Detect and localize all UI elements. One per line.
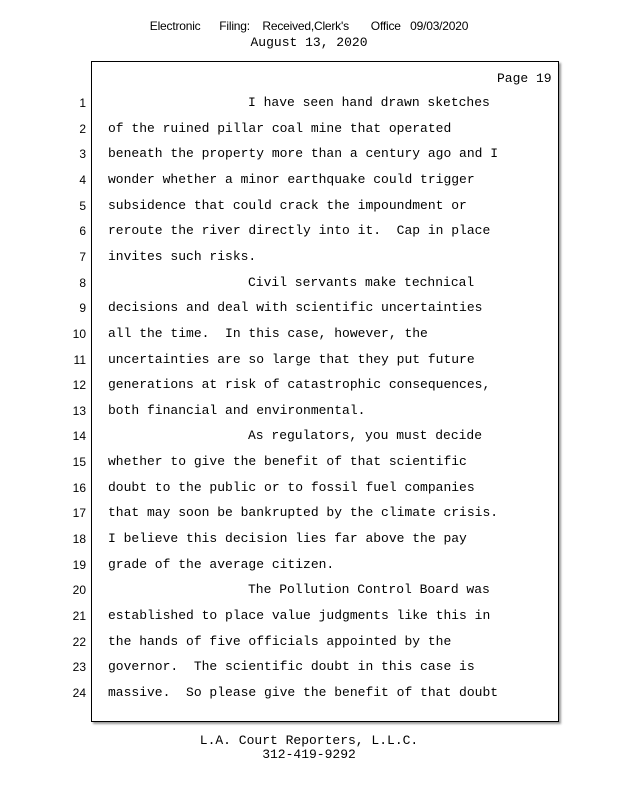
filing-stamp: Electronic Filing: Received,Clerk's Office 09/03/2020 xyxy=(149,19,469,33)
line-number: 21 xyxy=(72,609,86,623)
transcript-line: subsidence that could crack the impoundment or xyxy=(108,197,467,213)
transcript-line: both financial and environmental. xyxy=(108,402,366,418)
line-number: 23 xyxy=(72,660,86,675)
line-number: 9 xyxy=(79,301,86,316)
transcript-line: all the time. In this case, however, the xyxy=(108,325,428,341)
transcript-line: As regulators, you must decide xyxy=(248,428,483,444)
transcript-line: reroute the river directly into it. Cap in place xyxy=(108,223,491,239)
transcript-line: generations at risk of catastrophic consequences, xyxy=(108,377,491,393)
transcript-line: I believe this decision lies far above the pay xyxy=(108,531,467,547)
transcript-line: wonder whether a minor earthquake could trigger xyxy=(108,171,475,187)
page-number: Page 19 xyxy=(497,71,552,86)
footer-phone: 312-419-9292 xyxy=(262,747,356,762)
line-number: 12 xyxy=(72,378,86,393)
line-number: 18 xyxy=(72,532,86,547)
transcript-line: Civil servants make technical xyxy=(248,274,475,290)
transcript-line: The Pollution Control Board was xyxy=(248,582,490,598)
transcript-line: that may soon be bankrupted by the climate crisis. xyxy=(108,505,499,521)
transcript-line: beneath the property more than a century ago and I xyxy=(108,146,499,162)
line-number: 5 xyxy=(79,198,86,213)
line-number: 19 xyxy=(72,557,86,572)
line-number: 6 xyxy=(79,224,86,239)
transcript-line: the hands of five officials appointed by the xyxy=(108,633,452,649)
transcript-line: decisions and deal with scientific uncertainties xyxy=(108,300,483,316)
line-number: 17 xyxy=(72,506,86,521)
transcript-line: doubt to the public or to fossil fuel companies xyxy=(108,479,475,495)
line-number: 24 xyxy=(72,685,86,700)
transcript-line: governor. The scientific doubt in this case is xyxy=(108,659,475,675)
line-number: 13 xyxy=(72,403,86,418)
line-number: 22 xyxy=(72,634,86,649)
line-number: 16 xyxy=(72,480,86,495)
transcript-line: whether to give the benefit of that scientific xyxy=(108,454,467,470)
line-number: 20 xyxy=(72,583,86,598)
line-number: 7 xyxy=(79,249,86,264)
transcript-line: invites such risks. xyxy=(108,248,257,264)
transcript-line: of the ruined pillar coal mine that operated xyxy=(108,120,452,136)
transcript-line: established to place value judgments like this in xyxy=(108,608,491,623)
line-number: 8 xyxy=(79,275,86,290)
transcript-line: uncertainties are so large that they put future xyxy=(108,351,475,367)
line-number: 15 xyxy=(72,455,86,470)
footer-company: L.A. Court Reporters, L.L.C. xyxy=(199,733,419,748)
line-number: 10 xyxy=(72,326,86,341)
line-number: 2 xyxy=(79,121,86,136)
line-number: 1 xyxy=(79,96,86,110)
transcript-date: August 13, 2020 xyxy=(250,35,368,50)
transcript-line: massive. So please give the benefit of that doubt xyxy=(108,684,499,700)
line-number: 11 xyxy=(73,352,86,367)
line-number: 14 xyxy=(72,429,86,444)
line-number: 4 xyxy=(79,172,86,187)
transcript-line: grade of the average citizen. xyxy=(108,556,335,572)
line-number: 3 xyxy=(79,147,86,162)
transcript-line: I have seen hand drawn sketches xyxy=(248,95,490,110)
